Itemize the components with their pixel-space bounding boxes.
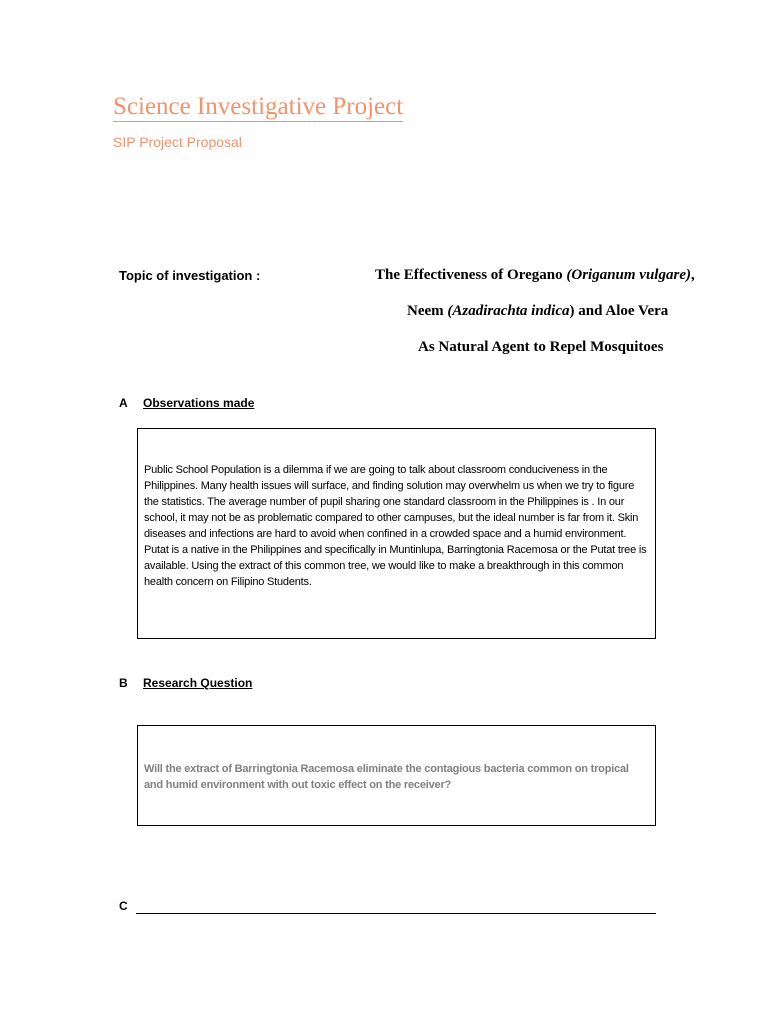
topic-line-2 (407, 303, 668, 320)
topic-line-2-scientific-name: (Azadirachta indica (447, 303, 570, 319)
topic-label: Topic of investigation : (119, 268, 261, 283)
section-b-letter: B (119, 676, 128, 690)
observations-box (137, 428, 656, 639)
topic-line-1-end: , (690, 267, 695, 283)
topic-line-3: As Natural Agent to Repel Mosquitoes (418, 339, 664, 355)
section-c-letter: C (119, 899, 128, 913)
topic-line-1-scientific-name: (Origanum vulgare) (566, 267, 691, 283)
topic-line-1-text: The Effectiveness of Oregano (375, 267, 567, 283)
research-question-box (137, 725, 656, 826)
topic-line-2-end: ) and Aloe Vera (569, 303, 669, 319)
topic-line-1 (375, 267, 695, 284)
section-b-heading: Research Question (143, 676, 253, 690)
section-c-blank-line (136, 913, 656, 914)
document-subtitle: SIP Project Proposal (113, 134, 242, 150)
section-a-letter: A (119, 396, 128, 410)
observations-text: Public School Population is a dilemma if we are going to talk about classroom conduciveness in the Philippines. Many health issues will surface, and finding solution may overwhelm us when we try to figure the statistics. The average number of pupil sharing one standard classroom in the Philippines is . In our school, it may not be as problematic compared to other campuses, but the ideal number is far from it. Skin diseases and infections are hard to avoid when confined in a crowded space and a humid environment. Putat is a native in the Philippines and specifically in Muntinlupa, Barringtonia Racemosa or the Putat tree is available. Using the extract of this common tree, we would like to make a breakthrough in this common health concern on Filipino Students. (144, 464, 647, 588)
document-title: Science Investigative Project (113, 93, 404, 120)
research-question-text: Will the extract of Barringtonia Racemosa eliminate the contagious bacteria common on tropical and humid environment with out toxic effect on the receiver? (144, 763, 629, 791)
section-a-heading: Observations made (143, 396, 255, 410)
topic-line-2-text: Neem (407, 303, 448, 319)
